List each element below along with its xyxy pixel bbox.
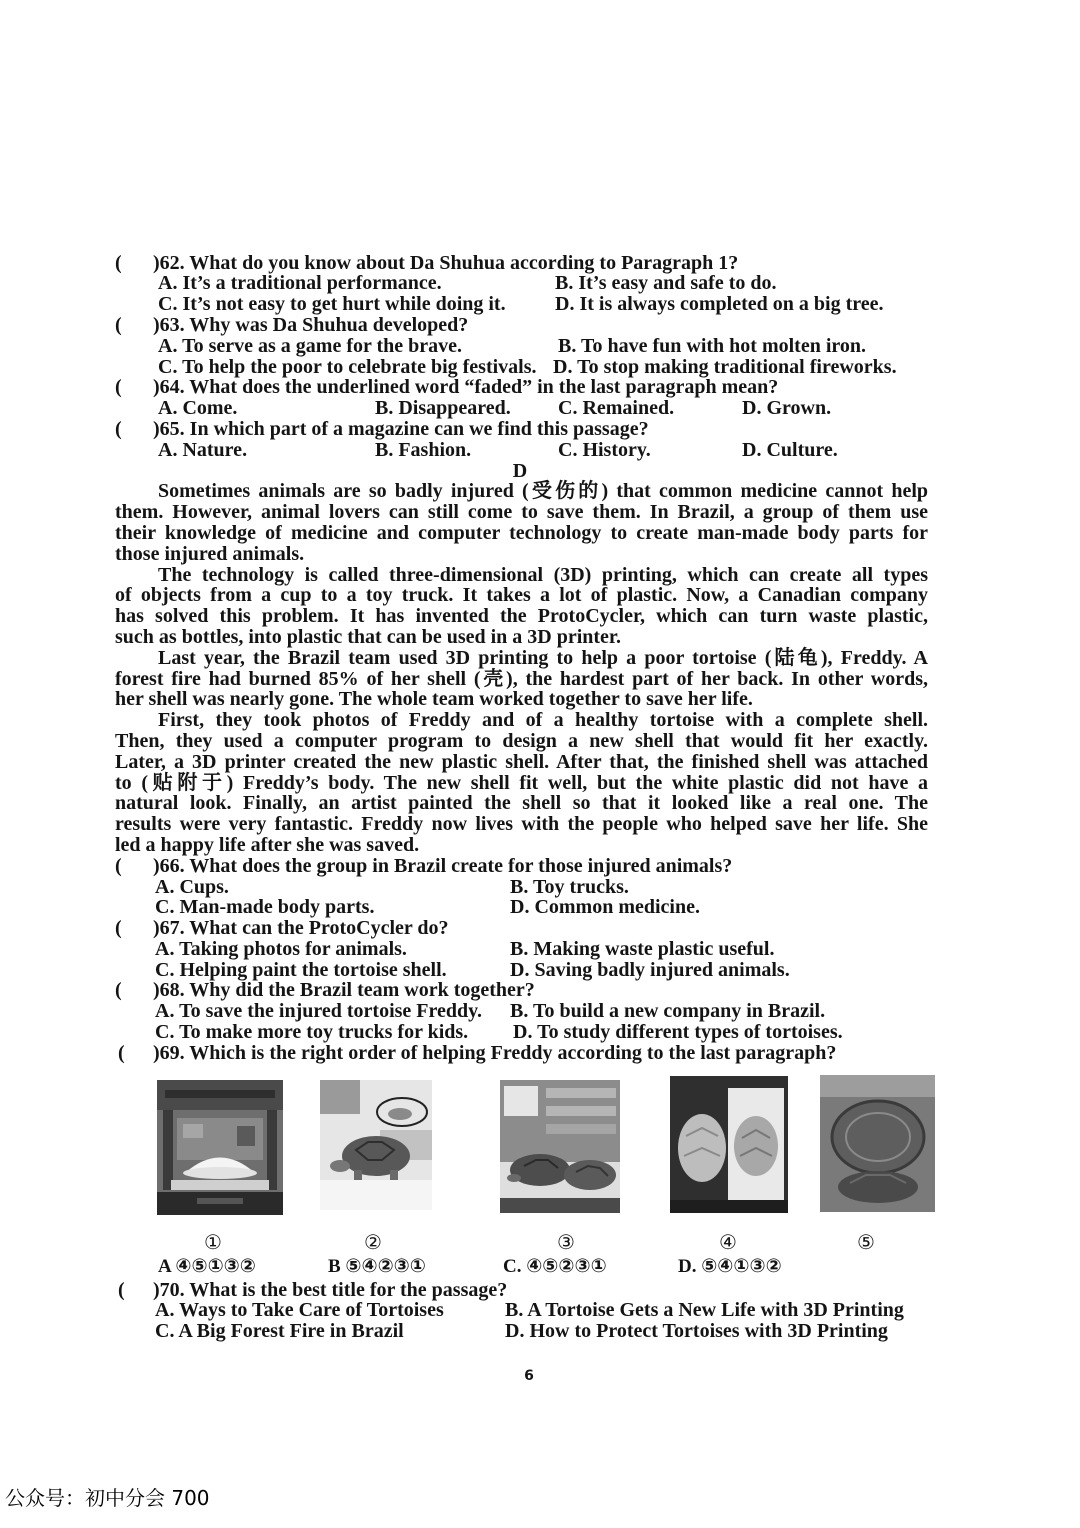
- question-67: [0, 918, 1080, 939]
- option-b: B ⑤④②③①: [328, 1256, 426, 1277]
- passage-line: natural look. Finally, an artist painted the shell so that it looked like a real one. The: [115, 792, 928, 815]
- question-62-stem: )62. What do you know about Da Shuhua according to Paragraph 1?: [153, 251, 739, 274]
- option-d: D. ⑤④①③②: [678, 1256, 782, 1277]
- passage-line: those injured animals.: [115, 542, 305, 565]
- answer-blank: (: [115, 854, 122, 877]
- option-d: D. Common medicine.: [510, 896, 700, 919]
- option-c: C. Man-made body parts.: [155, 896, 375, 919]
- option-d: D. Saving badly injured animals.: [510, 958, 790, 981]
- option-b: B. Disappeared.: [375, 397, 511, 420]
- answer-blank: (: [115, 417, 122, 440]
- option-b: B. Making waste plastic useful.: [510, 937, 775, 960]
- option-a: A. Ways to Take Care of Tortoises: [155, 1298, 444, 1321]
- photo-label: ④: [719, 1230, 737, 1254]
- passage-line: Later, a 3D printer created the new plastic shell. After that, the finished shell was attached: [115, 750, 928, 773]
- answer-blank: (: [115, 979, 122, 1002]
- option-d: D. To stop making traditional fireworks.: [553, 355, 897, 378]
- question-63-stem: )63. Why was Da Shuhua developed?: [153, 313, 469, 336]
- photo-tortoise-shell: [820, 1075, 935, 1212]
- option-b: B. It’s easy and safe to do.: [555, 272, 777, 295]
- question-64-options: [0, 398, 1080, 419]
- option-b: B. To have fun with hot molten iron.: [558, 334, 867, 357]
- photo-label: ②: [364, 1230, 382, 1254]
- option-c: C. To make more toy trucks for kids.: [155, 1021, 469, 1044]
- option-a: A. Taking photos for animals.: [155, 937, 407, 960]
- option-c: C. ④⑤②③①: [503, 1256, 607, 1277]
- question-62-options-row-2: [0, 294, 1080, 315]
- photo-label: ③: [557, 1230, 575, 1254]
- photo-shell-scans: [670, 1076, 788, 1213]
- question-69-stem: )69. Which is the right order of helping Freddy according to the last paragraph?: [153, 1041, 837, 1064]
- passage-line: of objects from a cup to a toy truck. It takes a lot of plastic. Now, a Canadian company: [115, 584, 928, 607]
- photo-label: ⑤: [857, 1230, 875, 1254]
- question-66: [0, 856, 1080, 877]
- question-62-options-row-1: [0, 273, 1080, 294]
- option-d: D. Culture.: [742, 438, 838, 461]
- question-66-options-row-2: [0, 897, 1080, 918]
- exam-text-flow: [0, 253, 1080, 1064]
- passage-line: Then, they used a computer program to design a new shell that would fit her exactly.: [115, 729, 928, 752]
- passage-line: Sometimes animals are so badly injured (受伤的) that common medicine cannot help: [158, 480, 928, 503]
- photo-tortoises-table: [500, 1080, 620, 1213]
- passage-line: results were very fantastic. Freddy now lives with the people who helped save her life. She: [115, 813, 928, 836]
- option-a: A. Nature.: [158, 438, 248, 461]
- option-c: C. History.: [558, 438, 651, 461]
- photo-label: ①: [204, 1230, 222, 1254]
- passage-line: First, they took photos of Freddy and of a healthy tortoise with a complete shell.: [158, 709, 928, 732]
- passage-line: forest fire had burned 85% of her shell (壳), the hardest part of her back. In other words,: [115, 667, 928, 690]
- passage-line: The technology is called three-dimensional (3D) printing, which can create all types: [158, 563, 928, 586]
- page-number: 6: [524, 1368, 534, 1384]
- option-d: D. It is always completed on a big tree.: [555, 293, 884, 316]
- question-65: [0, 419, 1080, 440]
- option-b: B. To build a new company in Brazil.: [510, 1000, 826, 1023]
- answer-blank: (: [118, 1278, 125, 1301]
- passage-line: their knowledge of medicine and computer technology to create man-made body parts for: [115, 521, 928, 544]
- question-65-options: [0, 440, 1080, 461]
- passage-line: has solved this problem. It has invented the ProtoCycler, which can turn waste plastic,: [115, 605, 928, 628]
- question-62: [0, 253, 1080, 274]
- question-67-options-row-2: [0, 960, 1080, 981]
- option-c: C. Remained.: [558, 397, 675, 420]
- section-heading: D: [512, 459, 528, 482]
- answer-blank: (: [115, 313, 122, 336]
- passage-line: led a happy life after she was saved.: [115, 833, 420, 856]
- option-c: C. It’s not easy to get hurt while doing it.: [158, 293, 506, 316]
- option-b: B. Fashion.: [375, 438, 472, 461]
- option-c: C. To help the poor to celebrate big festivals.: [158, 355, 537, 378]
- option-d: D. To study different types of tortoises.: [513, 1021, 843, 1044]
- option-c: C. Helping paint the tortoise shell.: [155, 958, 447, 981]
- answer-blank: (: [118, 1041, 125, 1064]
- option-a: A. It’s a traditional performance.: [158, 272, 442, 295]
- question-65-stem: )65. In which part of a magazine can we find this passage?: [153, 417, 649, 440]
- question-68-options-row-1: [0, 1001, 1080, 1022]
- option-a: A. To save the injured tortoise Freddy.: [155, 1000, 483, 1023]
- question-68-options-row-2: [0, 1022, 1080, 1043]
- option-a: A. To serve as a game for the brave.: [158, 334, 463, 357]
- passage-line: Last year, the Brazil team used 3D printing to help a poor tortoise (陆龟), Freddy. A: [158, 646, 928, 669]
- passage-line: such as bottles, into plastic that can be used in a 3D printer.: [115, 625, 621, 648]
- question-68: [0, 980, 1080, 1001]
- question-68-stem: )68. Why did the Brazil team work together?: [153, 979, 535, 1002]
- option-a: A. Cups.: [155, 875, 229, 898]
- photo-tortoise-marked: [320, 1080, 432, 1210]
- answer-blank: (: [115, 251, 122, 274]
- question-66-stem: )66. What does the group in Brazil create for those injured animals?: [153, 854, 733, 877]
- photo-printer-shell: [157, 1080, 283, 1215]
- option-d: D. How to Protect Tortoises with 3D Printing: [505, 1319, 888, 1342]
- option-b: B. Toy trucks.: [510, 875, 629, 898]
- question-69: [0, 1043, 1080, 1064]
- option-b: B. A Tortoise Gets a New Life with 3D Printing: [505, 1298, 904, 1321]
- passage-line: them. However, animal lovers can still come to save them. In Brazil, a group of them use: [115, 501, 928, 524]
- question-63-options-row-1: [0, 336, 1080, 357]
- option-a: A. Come.: [158, 397, 238, 420]
- question-63: [0, 315, 1080, 336]
- question-67-options-row-1: [0, 939, 1080, 960]
- answer-blank: (: [115, 917, 122, 940]
- question-70-stem: )70. What is the best title for the passage?: [153, 1278, 508, 1301]
- option-d: D. Grown.: [742, 397, 832, 420]
- question-64: [0, 377, 1080, 398]
- question-64-stem: )64. What does the underlined word “faded” in the last paragraph mean?: [153, 376, 779, 399]
- footer-account-text: 公众号：初中分会 700: [5, 1486, 210, 1510]
- option-a: A ④⑤①③②: [158, 1256, 256, 1277]
- question-67-stem: )67. What can the ProtoCycler do?: [153, 917, 449, 940]
- answer-blank: (: [115, 376, 122, 399]
- passage-line: her shell was nearly gone. The whole team worked together to save her life.: [115, 688, 753, 711]
- question-66-options-row-1: [0, 877, 1080, 898]
- question-63-options-row-2: [0, 357, 1080, 378]
- passage-line: to (贴附于) Freddy’s body. The new shell fit well, but the white plastic did not have a: [115, 771, 928, 794]
- option-c: C. A Big Forest Fire in Brazil: [155, 1319, 404, 1342]
